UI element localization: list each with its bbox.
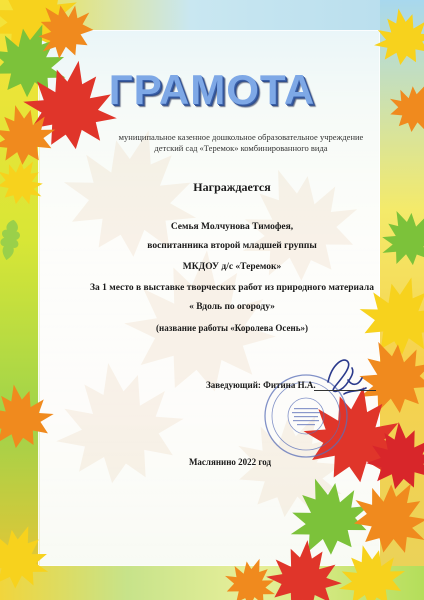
leaf-orange [218, 550, 285, 600]
leaf-yellow [351, 267, 424, 363]
institution-name: МКДОУ д/с «Теремок» [182, 262, 282, 272]
signature-line [314, 390, 376, 391]
organization-line-1: муниципальное казенное дошкольное образовательное учреждение [118, 132, 364, 142]
place-date: Маслянино 2022 год [188, 457, 272, 467]
organization-line-2: детский сад «Теремок» комбинированного вида [154, 143, 328, 153]
recipient-description: воспитанника второй младшей группы [147, 241, 317, 251]
leaf-orange [0, 379, 58, 453]
awarded-label: Награждается [193, 180, 271, 194]
certificate-title: ГРАМОТА [108, 66, 316, 113]
signature [318, 352, 370, 400]
head-signature-label: Заведующий: Фитина Н.А. [206, 380, 316, 390]
leaf-yellow [369, 3, 424, 69]
achievement-text: За 1 место в выставке творческих работ из природного материала [90, 283, 374, 293]
exhibition-name: « Вдоль по огороду» [189, 302, 275, 312]
watermark-leaf [45, 352, 193, 492]
leaf-yellow [0, 514, 60, 597]
work-title: (название работы «Королева Осень») [156, 323, 308, 333]
recipient-name: Семья Молчунова Тимофея, [170, 222, 294, 232]
